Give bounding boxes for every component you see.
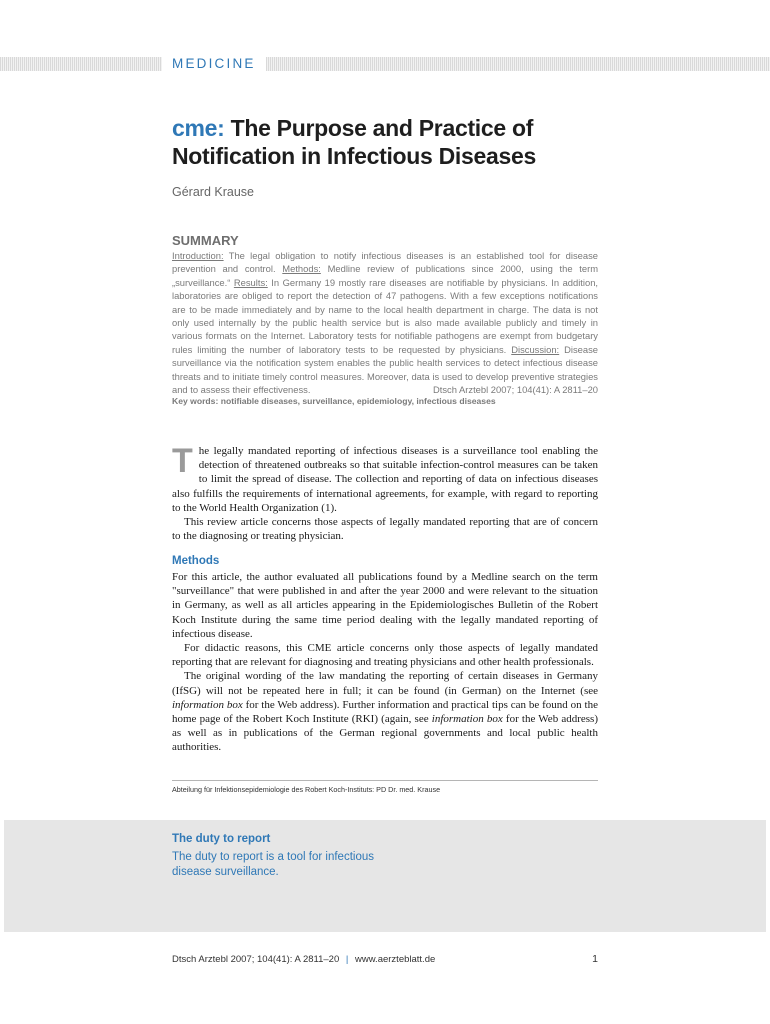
section-label: MEDICINE	[162, 56, 266, 72]
methods-p3-part-b: for the Web address). Further information and practical tips can be found on the home page of the Robert Koch Institute (RKI) (again, see	[172, 698, 598, 726]
intro-paragraph-1-text: he legally mandated reporting of infectious diseases is a surveillance tool enabling the detection of threatened outbreaks so that suitable infection-control measures can be taken to limit the spread of disease. The collection and reporting of data on infectious diseases also fulfills the requirements of international agreements, for example, with regard to reporting to the World Health Organization (1).	[172, 445, 598, 514]
page-footer	[172, 954, 435, 965]
methods-text: Medline review of publications since 2000, using the term „surveillance.“	[172, 263, 598, 288]
methods-label: Methods:	[282, 263, 321, 275]
summary-heading: SUMMARY	[172, 233, 239, 248]
footer-citation: Dtsch Arztebl 2007; 104(41): A 2811–20	[172, 954, 340, 965]
footnote-divider	[172, 780, 598, 781]
article-title	[172, 114, 612, 170]
title-prefix: cme:	[172, 115, 225, 141]
discussion-label: Discussion:	[511, 343, 560, 355]
summary-citation: Dtsch Arztebl 2007; 104(41): A 2811–20	[432, 384, 598, 396]
margin-note-heading: The duty to report	[172, 833, 271, 845]
margin-note-text: The duty to report is a tool for infectious disease surveillance.	[172, 851, 374, 878]
methods-paragraph-1: For this article, the author evaluated all publications found by a Medline search on the term "surveillance" that were published in and after the year 2000 and were relevant to the situation in Germany, as well as all articles appearing in the Epidemiologisches Bulletin of the Robert Koch Institute during the same time period dealing with the legally mandated reporting of infectious disease.	[172, 571, 598, 640]
info-box-ref-2: information box	[431, 713, 503, 726]
methods-section	[172, 570, 598, 755]
page-number: 1	[592, 953, 598, 965]
intro-section	[172, 444, 598, 543]
summary-abstract	[172, 249, 598, 396]
drop-cap: T	[172, 442, 193, 480]
author: Gérard Krause	[172, 185, 254, 199]
methods-paragraph-2: For didactic reasons, this CME article concerns only those aspects of legally mandated reporting that are relevant for diagnosing and treating physicians and other health professionals.	[172, 642, 598, 669]
methods-p3-part-c: for the Web address) as well as in publications of the German regional governments and local public health authorities.	[172, 713, 599, 754]
discussion-text: Disease surveillance via the notification system enables the public health services to detect infectious disease threats and to initiate timely control measures. Moreover, data is used to develop preventive strategies and to assess their effectiveness.	[172, 343, 598, 396]
intro-paragraph-1	[172, 444, 598, 515]
header-band	[0, 57, 770, 71]
info-box-ref-1: information box	[172, 698, 243, 711]
footer-separator: |	[345, 954, 349, 965]
title-text: The Purpose and Practice of Notification in Infectious Diseases	[172, 115, 536, 169]
results-label: Results:	[233, 276, 268, 288]
methods-paragraph-3	[172, 669, 598, 754]
margin-note-box	[4, 820, 766, 932]
introduction-label: Introduction:	[172, 250, 224, 261]
methods-heading: Methods	[172, 555, 220, 567]
footer-url[interactable]: www.aerzteblatt.de	[355, 954, 436, 965]
methods-p3-part-a: The original wording of the law mandating the reporting of certain diseases in Germany (IfSG) will not be repeated here in full; it can be found (in German) on the Internet (see	[172, 670, 598, 697]
introduction-text: The legal obligation to notify infectious diseases is an established tool for disease prevention and control.	[172, 250, 598, 275]
keywords: Key words: notifiable diseases, surveillance, epidemiology, infectious diseases	[172, 396, 496, 406]
intro-paragraph-2: This review article concerns those aspects of legally mandated reporting that are of concern to the diagnosing or treating physician.	[172, 516, 598, 543]
affiliation-footnote: Abteilung für Infektionsepidemiologie des Robert Koch-Instituts: PD Dr. med. Krause	[172, 785, 441, 794]
results-text: In Germany 19 mostly rare diseases are notifiable by physicians. In addition, laboratories are obliged to report the detection of 47 pathogens. With a few exceptions notifications are to be made immediately and by name to the local health department in charge. The data is not only used internally by the public health service but is also made available publicly and timely in various formats on the Internet. Laboratory tests for notifiable pathogens are exempt from budgetary rules limiting the number of laboratory tests to be requested by physicians.	[172, 276, 599, 355]
